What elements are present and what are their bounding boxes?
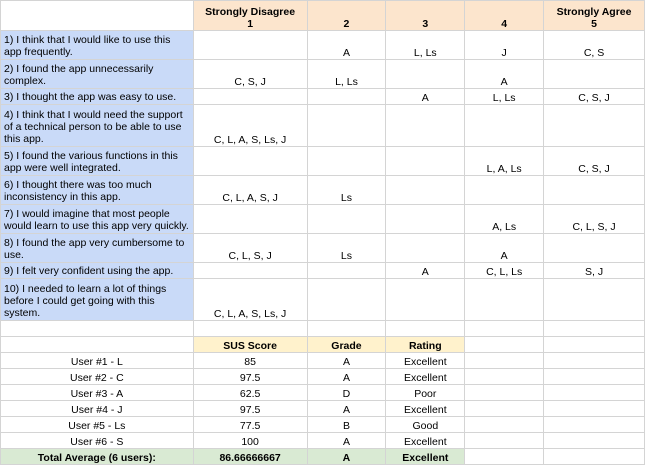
user-grade[interactable]: A bbox=[307, 433, 386, 449]
empty-cell[interactable] bbox=[544, 401, 645, 417]
answer-cell[interactable] bbox=[465, 279, 544, 321]
answer-cell[interactable]: A, Ls bbox=[465, 205, 544, 234]
total-label[interactable]: Total Average (6 users): bbox=[1, 449, 194, 465]
empty-cell[interactable] bbox=[465, 417, 544, 433]
answer-cell[interactable]: L, Ls bbox=[465, 89, 544, 105]
answer-cell[interactable] bbox=[544, 279, 645, 321]
answer-cell[interactable] bbox=[307, 263, 386, 279]
user-name[interactable]: User #5 - Ls bbox=[1, 417, 194, 433]
answer-cell[interactable] bbox=[465, 176, 544, 205]
total-grade[interactable]: A bbox=[307, 449, 386, 465]
answer-cell[interactable] bbox=[386, 176, 465, 205]
user-name[interactable]: User #6 - S bbox=[1, 433, 194, 449]
empty-cell[interactable] bbox=[465, 449, 544, 465]
answer-cell[interactable]: Ls bbox=[307, 234, 386, 263]
answer-cell[interactable]: S, J bbox=[544, 263, 645, 279]
empty-cell[interactable] bbox=[544, 369, 645, 385]
sus-header-row bbox=[1, 337, 645, 353]
answer-cell[interactable]: C, S, J bbox=[544, 89, 645, 105]
user-name[interactable]: User #1 - L bbox=[1, 353, 194, 369]
header-3[interactable]: 3 bbox=[386, 1, 465, 31]
answer-cell[interactable]: C, S bbox=[544, 31, 645, 60]
user-grade[interactable]: A bbox=[307, 353, 386, 369]
user-row bbox=[1, 385, 645, 401]
question-row bbox=[1, 176, 645, 205]
question-text[interactable]: 2) I found the app unnecessarily complex. bbox=[1, 60, 194, 89]
header-2[interactable]: 2 bbox=[307, 1, 386, 31]
user-name[interactable]: User #2 - C bbox=[1, 369, 194, 385]
question-row bbox=[1, 89, 645, 105]
user-score[interactable]: 77.5 bbox=[193, 417, 307, 433]
user-row bbox=[1, 433, 645, 449]
empty-cell[interactable] bbox=[544, 321, 645, 337]
user-score[interactable]: 97.5 bbox=[193, 401, 307, 417]
user-rating[interactable]: Excellent bbox=[386, 401, 465, 417]
answer-cell[interactable] bbox=[386, 234, 465, 263]
question-text[interactable]: 3) I thought the app was easy to use. bbox=[1, 89, 194, 105]
empty-cell[interactable] bbox=[465, 385, 544, 401]
question-row bbox=[1, 31, 645, 60]
answer-cell[interactable]: A bbox=[307, 31, 386, 60]
grade-header[interactable]: Grade bbox=[307, 337, 386, 353]
answer-cell[interactable]: C, L, Ls bbox=[465, 263, 544, 279]
answer-cell[interactable] bbox=[544, 234, 645, 263]
total-rating[interactable]: Excellent bbox=[386, 449, 465, 465]
answer-cell[interactable] bbox=[307, 105, 386, 147]
empty-cell[interactable] bbox=[1, 321, 194, 337]
answer-cell[interactable]: Ls bbox=[307, 176, 386, 205]
answer-cell[interactable]: C, L, A, S, Ls, J bbox=[193, 105, 307, 147]
empty-cell[interactable] bbox=[465, 401, 544, 417]
answer-cell[interactable] bbox=[193, 31, 307, 60]
empty-cell[interactable] bbox=[544, 449, 645, 465]
question-row bbox=[1, 60, 645, 89]
question-row bbox=[1, 279, 645, 321]
answer-cell[interactable] bbox=[386, 105, 465, 147]
total-row bbox=[1, 449, 645, 465]
answer-cell[interactable]: C, S, J bbox=[193, 60, 307, 89]
user-row bbox=[1, 401, 645, 417]
answer-cell[interactable] bbox=[544, 176, 645, 205]
rating-header[interactable]: Rating bbox=[386, 337, 465, 353]
answer-cell[interactable] bbox=[307, 205, 386, 234]
answer-cell[interactable]: A bbox=[465, 60, 544, 89]
answer-cell[interactable]: C, S, J bbox=[544, 147, 645, 176]
user-score[interactable]: 62.5 bbox=[193, 385, 307, 401]
empty-cell[interactable] bbox=[386, 321, 465, 337]
user-name[interactable]: User #4 - J bbox=[1, 401, 194, 417]
answer-cell[interactable] bbox=[386, 279, 465, 321]
answer-cell[interactable]: C, L, S, J bbox=[544, 205, 645, 234]
empty-cell[interactable] bbox=[544, 417, 645, 433]
user-grade[interactable]: B bbox=[307, 417, 386, 433]
question-row bbox=[1, 234, 645, 263]
user-grade[interactable]: A bbox=[307, 401, 386, 417]
question-text[interactable]: 8) I found the app very cumbersome to use. bbox=[1, 234, 194, 263]
user-grade[interactable]: A bbox=[307, 369, 386, 385]
answer-cell[interactable]: A bbox=[386, 89, 465, 105]
answer-cell[interactable]: C, L, A, S, J bbox=[193, 176, 307, 205]
user-rating[interactable]: Good bbox=[386, 417, 465, 433]
header-strongly-disagree[interactable]: Strongly Disagree 1 bbox=[193, 1, 307, 31]
answer-cell[interactable]: L, Ls bbox=[386, 31, 465, 60]
answer-cell[interactable] bbox=[193, 89, 307, 105]
question-row bbox=[1, 263, 645, 279]
total-score[interactable]: 86.66666667 bbox=[193, 449, 307, 465]
empty-cell[interactable] bbox=[544, 433, 645, 449]
user-name[interactable]: User #3 - A bbox=[1, 385, 194, 401]
answer-cell[interactable]: L, Ls bbox=[307, 60, 386, 89]
question-text[interactable]: 9) I felt very confident using the app. bbox=[1, 263, 194, 279]
header-4[interactable]: 4 bbox=[465, 1, 544, 31]
user-row bbox=[1, 369, 645, 385]
user-score[interactable]: 85 bbox=[193, 353, 307, 369]
answer-cell[interactable] bbox=[544, 60, 645, 89]
answer-cell[interactable]: C, L, A, S, Ls, J bbox=[193, 279, 307, 321]
question-row bbox=[1, 147, 645, 176]
user-row bbox=[1, 417, 645, 433]
empty-cell[interactable] bbox=[465, 337, 544, 353]
answer-cell[interactable] bbox=[307, 147, 386, 176]
answer-cell[interactable] bbox=[386, 205, 465, 234]
user-rating[interactable]: Excellent bbox=[386, 353, 465, 369]
answer-cell[interactable] bbox=[386, 60, 465, 89]
answer-cell[interactable] bbox=[544, 105, 645, 147]
empty-cell[interactable] bbox=[465, 321, 544, 337]
answer-cell[interactable] bbox=[193, 147, 307, 176]
user-grade[interactable]: D bbox=[307, 385, 386, 401]
question-row bbox=[1, 205, 645, 234]
user-row bbox=[1, 353, 645, 369]
user-score[interactable]: 97.5 bbox=[193, 369, 307, 385]
user-rating[interactable]: Poor bbox=[386, 385, 465, 401]
answer-cell[interactable] bbox=[307, 89, 386, 105]
empty-cell[interactable] bbox=[307, 321, 386, 337]
question-row bbox=[1, 105, 645, 147]
question-text[interactable]: 5) I found the various functions in this app were well integrated. bbox=[1, 147, 194, 176]
user-rating[interactable]: Excellent bbox=[386, 433, 465, 449]
answer-cell[interactable]: L, A, Ls bbox=[465, 147, 544, 176]
corner-cell[interactable] bbox=[1, 1, 194, 31]
answer-cell[interactable] bbox=[193, 263, 307, 279]
question-text[interactable]: 6) I thought there was too much inconsistency in this app. bbox=[1, 176, 194, 205]
user-score[interactable]: 100 bbox=[193, 433, 307, 449]
empty-cell[interactable] bbox=[544, 337, 645, 353]
empty-cell[interactable] bbox=[193, 321, 307, 337]
empty-cell[interactable] bbox=[465, 369, 544, 385]
empty-cell[interactable] bbox=[544, 353, 645, 369]
answer-cell[interactable] bbox=[386, 147, 465, 176]
empty-cell[interactable] bbox=[544, 385, 645, 401]
answer-cell[interactable]: C, L, S, J bbox=[193, 234, 307, 263]
answer-cell[interactable]: A bbox=[386, 263, 465, 279]
question-text[interactable]: 7) I would imagine that most people would learn to use this app very quickly. bbox=[1, 205, 194, 234]
spacer-row bbox=[1, 321, 645, 337]
user-rating[interactable]: Excellent bbox=[386, 369, 465, 385]
empty-cell[interactable] bbox=[465, 353, 544, 369]
empty-cell[interactable] bbox=[1, 337, 194, 353]
empty-cell[interactable] bbox=[465, 433, 544, 449]
sus-score-header[interactable]: SUS Score bbox=[193, 337, 307, 353]
question-text[interactable]: 1) I think that I would like to use this app frequently. bbox=[1, 31, 194, 60]
answer-cell[interactable]: J bbox=[465, 31, 544, 60]
answer-cell[interactable] bbox=[465, 105, 544, 147]
answer-cell[interactable] bbox=[193, 205, 307, 234]
answer-cell[interactable]: A bbox=[465, 234, 544, 263]
header-row bbox=[1, 1, 645, 31]
question-text[interactable]: 10) I needed to learn a lot of things before I could get going with this system. bbox=[1, 279, 194, 321]
question-text[interactable]: 4) I think that I would need the support of a technical person to be able to use this app. bbox=[1, 105, 194, 147]
answer-cell[interactable] bbox=[307, 279, 386, 321]
header-strongly-agree[interactable]: Strongly Agree 5 bbox=[544, 1, 645, 31]
